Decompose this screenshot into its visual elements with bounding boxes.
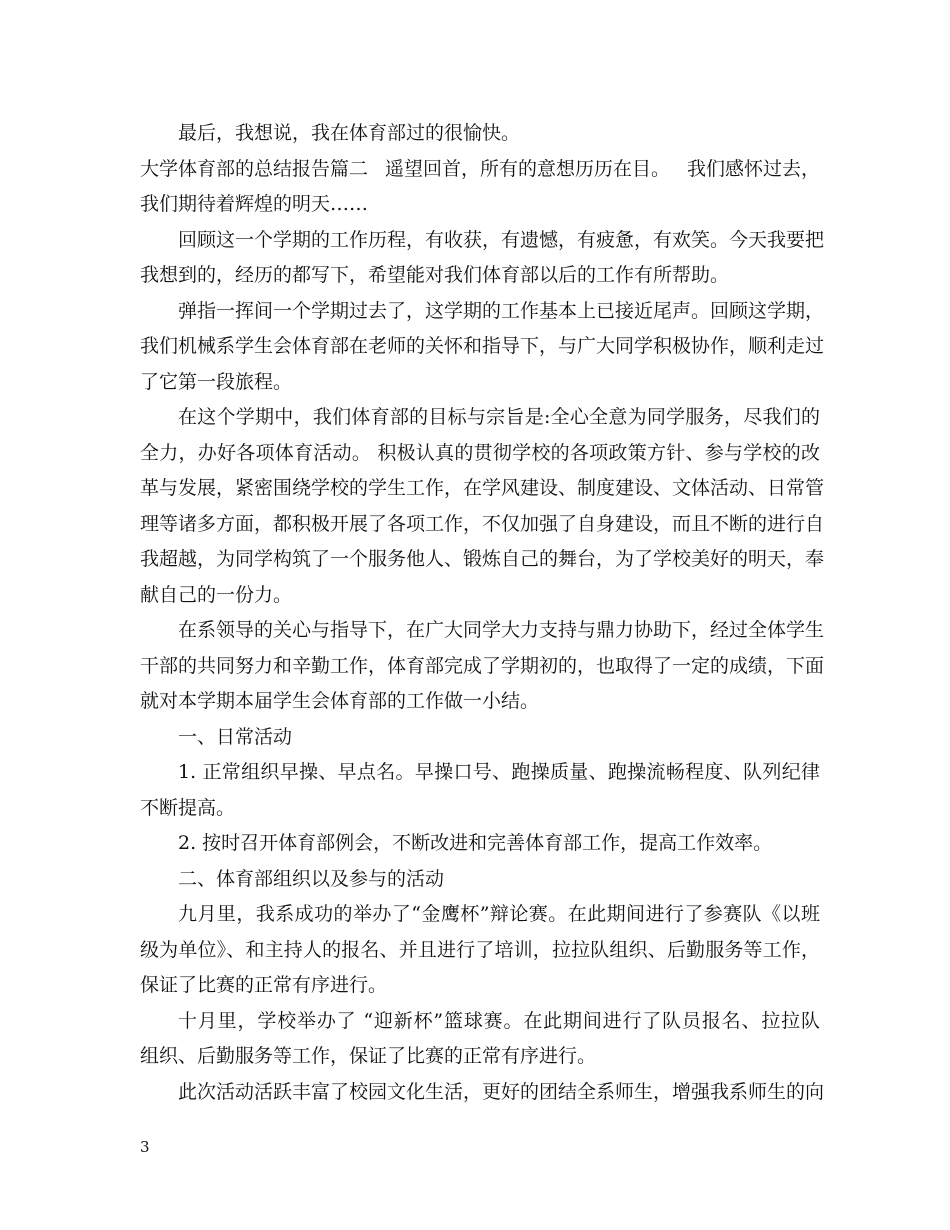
text-line: 在这个学期中，我们体育部的目标与宗旨是:全心全意为同学服务，尽我们的: [178, 406, 820, 428]
page-number: 3: [140, 1138, 150, 1156]
text-line: 我们机械系学生会体育部在老师的关怀和指导下，与广大同学积极协作，顺利走过: [140, 335, 825, 357]
text-line: 就对本学期本届学生会体育部的工作做一小结。: [140, 690, 540, 712]
text-line: 九月里，我系成功的举办了“金鹰杯”辩论赛。在此期间进行了参赛队《以班: [178, 903, 820, 925]
text-line: 革与发展，紧密围绕学校的学生工作，在学风建设、制度建设、文体活动、日常管: [140, 477, 825, 499]
text-line: 干部的共同努力和辛勤工作，体育部完成了学期初的，也取得了一定的成绩，下面: [140, 654, 825, 677]
text-line: 全力，办好各项体育活动。 积极认真的贯彻学校的各项政策方针、参与学校的改: [140, 441, 820, 464]
text-line: 此次活动活跃丰富了校园文化生活，更好的团结全系师生，增强我系师生的向: [178, 1080, 825, 1103]
document-body: [140, 116, 825, 1110]
text-line: 组织、后勤服务等工作，保证了比赛的正常有序进行。: [140, 1045, 597, 1067]
section-heading: 二、体育部组织以及参与的活动: [178, 867, 445, 890]
text-line: 级为单位》、和主持人的报名、并且进行了培训，拉拉队组织、后勤服务等工作，: [140, 938, 820, 961]
text-line: 在系领导的关心与指导下，在广大同学大力支持与鼎力协助下，经过全体学生: [178, 619, 825, 641]
text-line: 最后，我想说，我在体育部过的很愉快。: [178, 122, 521, 144]
text-fragment: 我们感怀过去，: [686, 157, 820, 180]
text-line: 我想到的，经历的都写下，希望能对我们体育部以后的工作有所帮助。: [140, 264, 730, 286]
text-fragment: 遥望回首，所有的意想历历在目。: [384, 157, 670, 180]
text-line: 我们期待着辉煌的明天……: [140, 193, 369, 215]
list-item: 1. 正常组织早操、早点名。早操口号、跑操质量、跑操流畅程度、队列纪律: [178, 761, 820, 783]
text-line: 弹指一挥间一个学期过去了，这学期的工作基本上已接近尾声。回顾这学期，: [178, 299, 825, 322]
text-line: 回顾这一个学期的工作历程，有收获，有遗憾，有疲惫，有欢笑。今天我要把: [178, 228, 825, 251]
text-line: 不断提高。: [140, 796, 236, 819]
text-line: 了它第一段旅程。: [140, 370, 293, 393]
text-line: 我超越，为同学构筑了一个服务他人、锻炼自己的舞台，为了学校美好的明天，奉: [140, 548, 825, 570]
text-line: 献自己的一份力。: [140, 583, 293, 606]
text-line: 保证了比赛的正常有序进行。: [140, 974, 388, 996]
section-heading: 一、日常活动: [178, 725, 293, 748]
list-item: 2. 按时召开体育部例会，不断改进和完善体育部工作，提高工作效率。: [178, 832, 773, 854]
section-heading-line: [140, 152, 820, 188]
section-title: 大学体育部的总结报告篇二: [140, 157, 369, 180]
text-line: 理等诸多方面，都积极开展了各项工作，不仅加强了自身建设，而且不断的进行自: [140, 512, 825, 535]
text-line: 十月里，学校举办了 “迎新杯”篮球赛。在此期间进行了队员报名、拉拉队: [178, 1009, 820, 1032]
